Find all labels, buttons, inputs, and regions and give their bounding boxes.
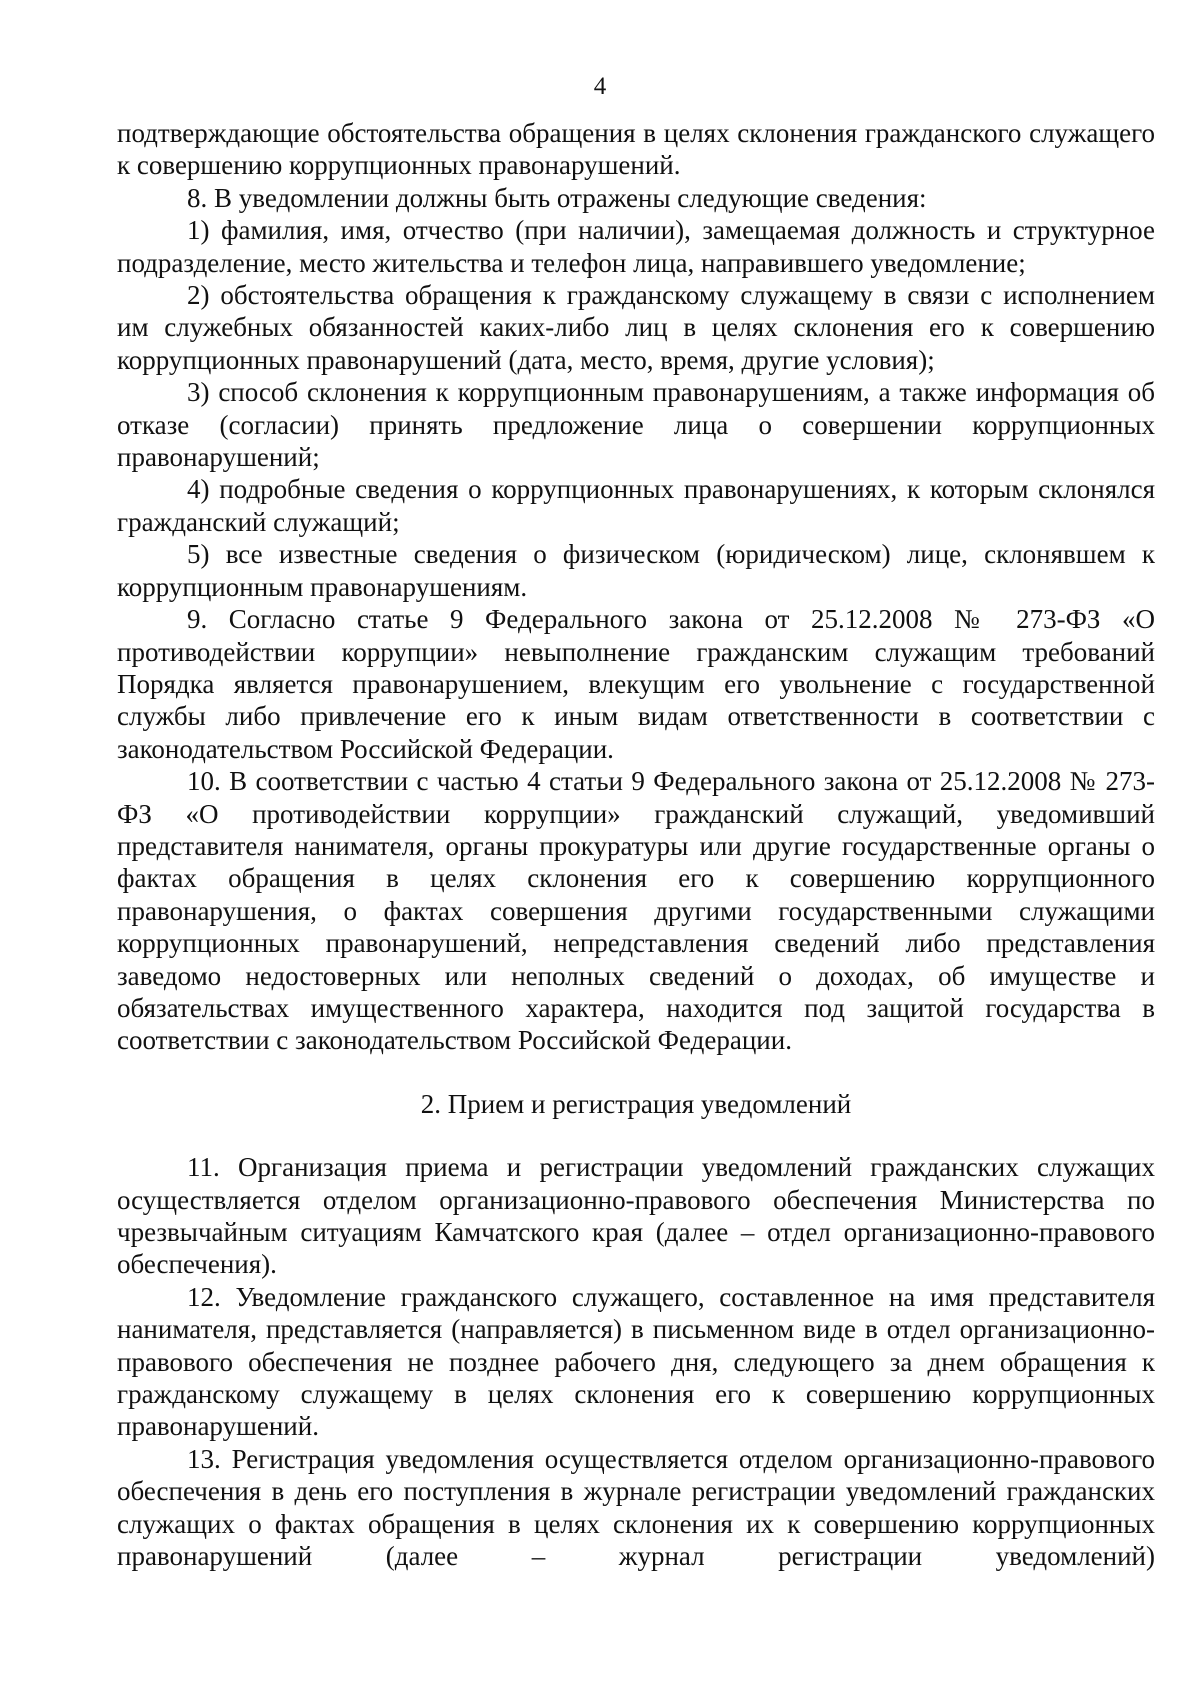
- paragraph-subitem-2: 2) обстоятельства обращения к гражданскому служащему в связи с исполнением им служебных обязанностей каких-либо лиц в целях склонения его к совершению коррупционных правонарушений (дата, место, время, другие условия);: [117, 280, 1155, 375]
- paragraph-subitem-5: 5) все известные сведения о физическом (юридическом) лице, склонявшем к коррупционным правонарушениям.: [117, 539, 1155, 602]
- paragraph-item-11: 11. Организация приема и регистрации уведомлений гражданских служащих осуществляется отделом организационно-правового обеспечения Министерства по чрезвычайным ситуациям Камчатского края (далее – отдел организационно-правового обеспечения).: [117, 1152, 1155, 1280]
- paragraph-subitem-3: 3) способ склонения к коррупционным правонарушениям, а также информация об отказе (согласии) принять предложение лица о совершении коррупционных правонарушений;: [117, 377, 1155, 473]
- paragraph-subitem-1: 1) фамилия, имя, отчество (при наличии), замещаемая должность и структурное подразделение, место жительства и телефон лица, направившего уведомление;: [117, 215, 1155, 278]
- section-heading: 2. Прием и регистрация уведомлений: [420, 1088, 852, 1119]
- page-number: 4: [593, 73, 607, 100]
- paragraph-item-10: 10. В соответствии с частью 4 статьи 9 Федерального закона от 25.12.2008 № 273-ФЗ «О противодействии коррупции» гражданский служащий, уведомивший представителя нанимателя, органы прокуратуры или другие государственные органы о фактах обращения в целях склонения его к совершению коррупционного правонарушения, о фактах совершения другими государственными служащими коррупционных правонарушений, непредставления сведений либо представления заведомо недостоверных или неполных сведений о доходах, об имуществе и обязательствах имущественного характера, находится под защитой государства в соответствии с законодательством Российской Федерации.: [117, 766, 1155, 1056]
- paragraph-item-13: 13. Регистрация уведомления осуществляется отделом организационно-правового обеспечения в день его поступления в журнале регистрации уведомлений гражданских служащих о фактах обращения в целях склонения их к совершению коррупционных правонарушений (далее – журнал регистрации уведомлений): [117, 1443, 1155, 1572]
- paragraph-item-9: 9. Согласно статье 9 Федерального закона от 25.12.2008 № 273-ФЗ «О противодействии коррупции» невыполнение гражданским служащим требований Порядка является правонарушением, влекущим его увольнение с государственной службы либо привлечение его к иным видам ответственности в соответствии с законодательством Российской Федерации.: [117, 604, 1155, 764]
- document-body: [117, 117, 1155, 1572]
- paragraph-item-12: 12. Уведомление гражданского служащего, составленное на имя представителя нанимателя, представляется (направляется) в письменном виде в отдел организационно-правового обеспечения не позднее рабочего дня, следующего за днем обращения к гражданскому служащему в целях склонения его к совершению коррупционных правонарушений.: [117, 1281, 1155, 1442]
- paragraph-continuation: подтверждающие обстоятельства обращения в целях склонения гражданского служащего к совершению коррупционных правонарушений.: [117, 118, 1155, 181]
- paragraph-item-8: 8. В уведомлении должны быть отражены следующие сведения:: [187, 182, 927, 213]
- paragraph-subitem-4: 4) подробные сведения о коррупционных правонарушениях, к которым склонялся гражданский служащий;: [117, 474, 1155, 537]
